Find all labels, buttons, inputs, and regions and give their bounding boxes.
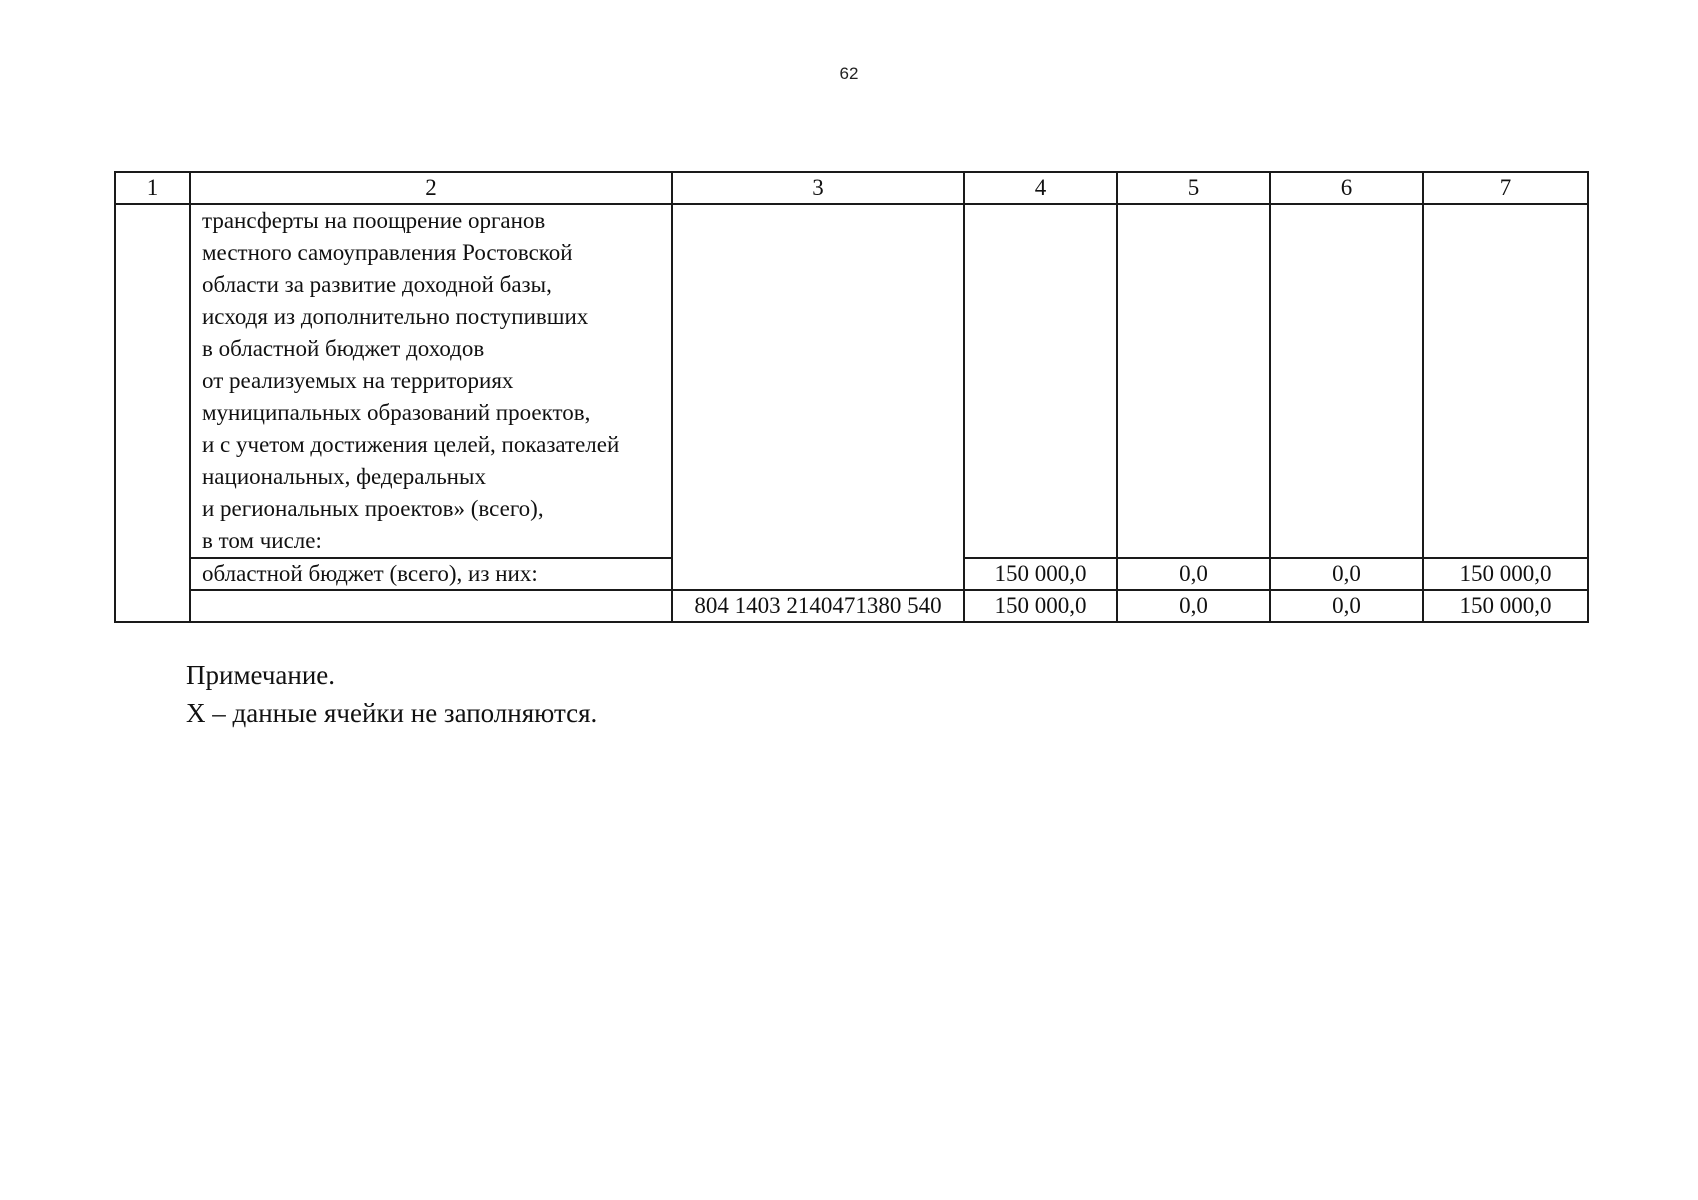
regional-budget-value-7: 150 000,0 <box>1423 558 1588 590</box>
description-line: и с учетом достижения целей, показателей <box>202 432 620 457</box>
code-row-value-4: 150 000,0 <box>964 590 1117 622</box>
description-line: в том числе: <box>202 528 322 553</box>
description-line: в областной бюджет доходов <box>202 336 485 361</box>
regional-budget-label: областной бюджет (всего), из них: <box>190 558 672 590</box>
description-line: области за развитие доходной базы, <box>202 272 552 297</box>
budget-code-row <box>115 590 1588 622</box>
description-line: местного самоуправления Ростовской <box>202 240 573 265</box>
code-row-value-7: 150 000,0 <box>1423 590 1588 622</box>
value-cell-empty <box>964 204 1117 558</box>
column-header-7: 7 <box>1423 172 1588 204</box>
column-header-4: 4 <box>964 172 1117 204</box>
budget-table <box>114 171 1589 623</box>
column-header-1: 1 <box>115 172 190 204</box>
code-row-value-5: 0,0 <box>1117 590 1270 622</box>
regional-budget-value-6: 0,0 <box>1270 558 1423 590</box>
regional-budget-value-5: 0,0 <box>1117 558 1270 590</box>
index-cell <box>115 204 190 622</box>
description-line: трансферты на поощрение органов <box>202 208 546 233</box>
footnote <box>186 656 597 732</box>
description-line: исходя из дополнительно поступивших <box>202 304 589 329</box>
page-number: 62 <box>839 64 859 83</box>
code-row-value-6: 0,0 <box>1270 590 1423 622</box>
column-header-3: 3 <box>672 172 964 204</box>
regional-budget-value-4: 150 000,0 <box>964 558 1117 590</box>
value-cell-empty <box>1117 204 1270 558</box>
description-line: муниципальных образований проектов, <box>202 400 591 425</box>
code-cell-empty <box>672 204 964 590</box>
column-header-5: 5 <box>1117 172 1270 204</box>
description-cell <box>190 204 672 558</box>
column-header-2: 2 <box>190 172 672 204</box>
budget-classification-code: 804 1403 2140471380 540 <box>672 590 964 622</box>
description-row <box>115 204 1588 558</box>
table-header-row <box>115 172 1588 204</box>
description-line: и региональных проектов» (всего), <box>202 496 544 521</box>
note-text: Х – данные ячейки не заполняются. <box>186 698 598 728</box>
code-row-label-empty <box>190 590 672 622</box>
note-title: Примечание. <box>186 660 336 690</box>
value-cell-empty <box>1270 204 1423 558</box>
value-cell-empty <box>1423 204 1588 558</box>
column-header-6: 6 <box>1270 172 1423 204</box>
description-line: от реализуемых на территориях <box>202 368 514 393</box>
description-line: национальных, федеральных <box>202 464 486 489</box>
